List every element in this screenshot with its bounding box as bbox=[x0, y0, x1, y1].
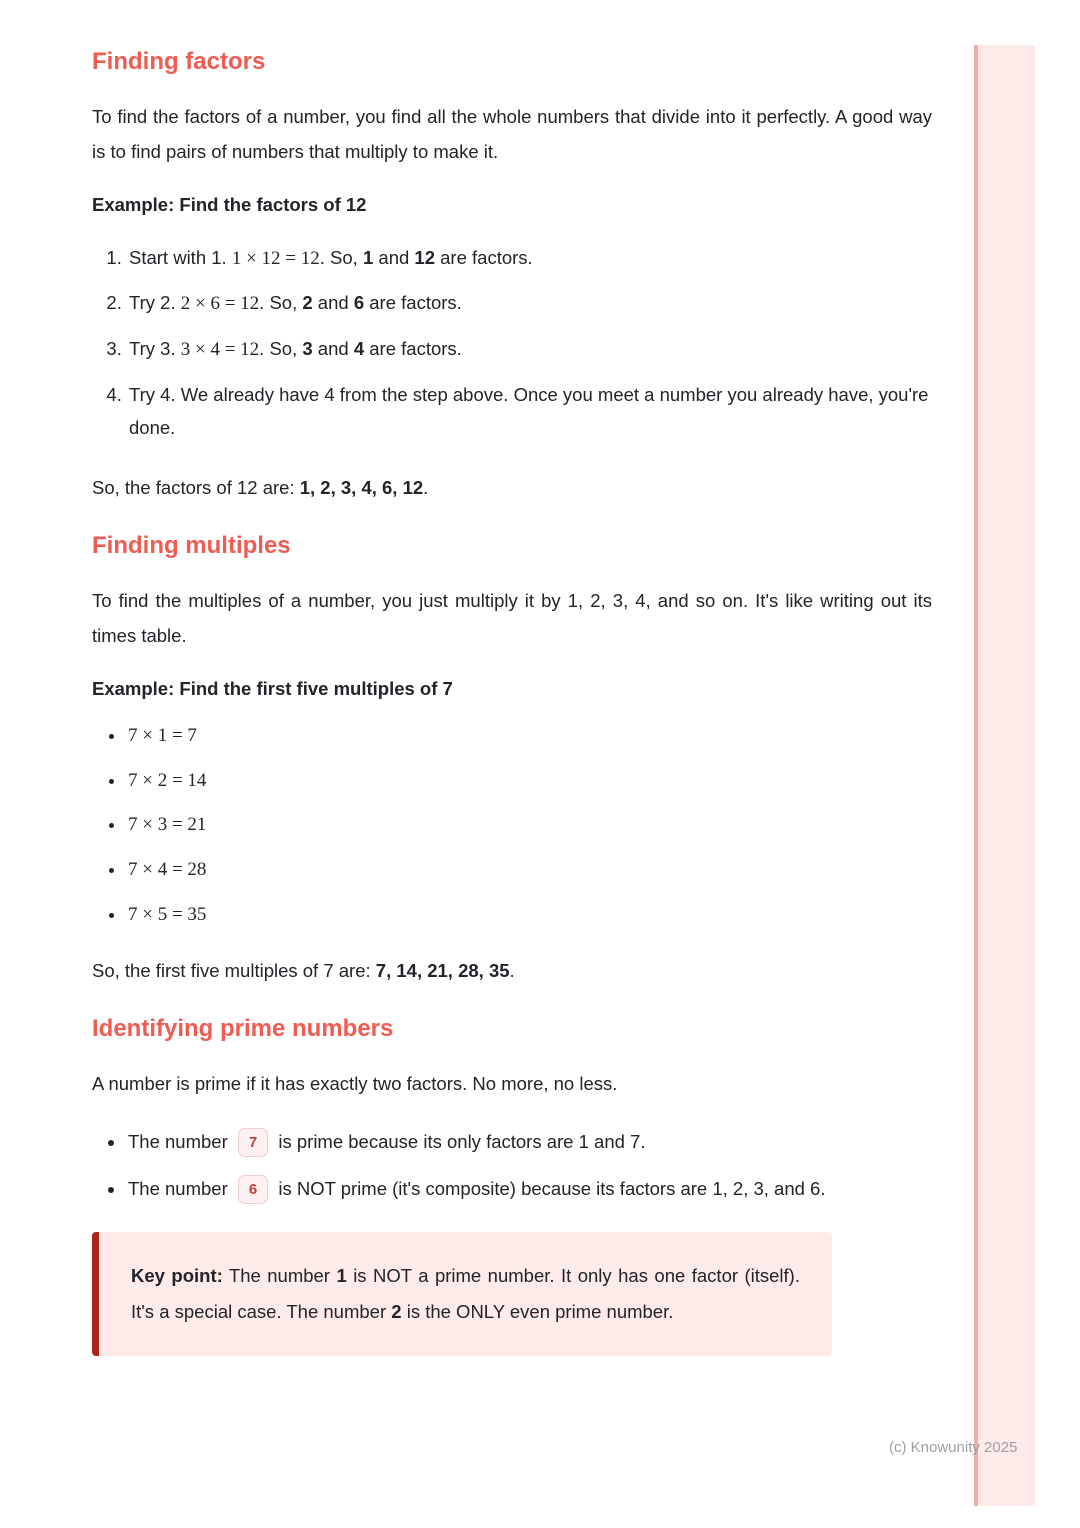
conclusion-text: . bbox=[423, 476, 429, 498]
factors-intro-paragraph: To find the factors of a number, you find all the whole numbers that divide into it perfectly. A good way is to find pairs of numbers that multiply to make it. bbox=[92, 106, 932, 162]
step-text: Start with 1. bbox=[129, 246, 232, 268]
section-heading-identifying-primes: Identifying prime numbers bbox=[92, 1015, 394, 1043]
number-chip: 6 bbox=[238, 1175, 268, 1204]
factor-bold: 3 bbox=[302, 338, 313, 360]
factor-bold: 4 bbox=[353, 338, 365, 360]
key-point-callout bbox=[92, 1232, 832, 1356]
copyright-text: (c) Knowunity 2025 bbox=[889, 1439, 1018, 1456]
bullet-text: The number bbox=[128, 1131, 233, 1153]
step-text: Try 2. bbox=[129, 292, 181, 314]
math-expression: 1 × 12 = 12 bbox=[231, 247, 320, 269]
multiples-example-title: Example: Find the first five multiples of 7 bbox=[92, 677, 453, 699]
list-item bbox=[127, 333, 932, 367]
section-heading-finding-factors: Finding factors bbox=[92, 48, 266, 75]
list-item: • 7 × 2 = 14 bbox=[126, 771, 932, 792]
factors-conclusion bbox=[92, 471, 932, 504]
factor-bold: 12 bbox=[414, 246, 435, 268]
conclusion-text: . bbox=[509, 960, 515, 982]
step-text: Try 3. bbox=[129, 338, 181, 360]
step-text: and bbox=[312, 338, 354, 360]
step-text: Try 4. We already have 4 from the step above. Once you meet a number you already have, you're done. bbox=[129, 383, 929, 438]
step-text: are factors. bbox=[364, 338, 462, 360]
list-item: • 7 × 3 = 21 bbox=[126, 815, 932, 836]
section-identifying-primes bbox=[92, 1015, 932, 1356]
math-expression: 2 × 6 = 12 bbox=[180, 293, 260, 315]
list-item bbox=[127, 287, 932, 321]
callout-bold: 2 bbox=[391, 1301, 402, 1323]
bullet-text: The number bbox=[128, 1178, 233, 1200]
step-text: are factors. bbox=[364, 292, 462, 314]
step-text: and bbox=[312, 292, 354, 314]
conclusion-bold: 1, 2, 3, 4, 6, 12 bbox=[299, 476, 424, 498]
conclusion-bold: 7, 14, 21, 28, 35 bbox=[375, 960, 510, 982]
step-text: are factors. bbox=[435, 246, 533, 268]
list-item bbox=[126, 1173, 932, 1206]
step-text: and bbox=[373, 246, 415, 268]
bullet-text: is NOT prime (it's composite) because its factors are 1, 2, 3, and 6. bbox=[273, 1178, 826, 1200]
math-expression: 3 × 4 = 12 bbox=[180, 339, 260, 361]
callout-text: is the ONLY even prime number. bbox=[401, 1301, 674, 1323]
step-text: . So, bbox=[259, 338, 303, 360]
number-chip: 7 bbox=[238, 1128, 268, 1157]
multiples-intro-paragraph: To find the multiples of a number, you just multiply it by 1, 2, 3, 4, and so on. It's like writing out its times table. bbox=[92, 590, 932, 646]
multiples-list bbox=[106, 726, 932, 926]
factor-bold: 6 bbox=[353, 292, 365, 314]
list-item: • 7 × 4 = 28 bbox=[126, 860, 932, 881]
callout-text: The number bbox=[222, 1265, 337, 1286]
bullet-text: is prime because its only factors are 1 and 7. bbox=[273, 1131, 646, 1153]
factor-bold: 2 bbox=[302, 292, 313, 314]
section-finding-factors bbox=[92, 48, 932, 504]
conclusion-text: So, the factors of 12 are: bbox=[92, 476, 300, 498]
primes-list bbox=[106, 1126, 932, 1206]
conclusion-text: So, the first five multiples of 7 are: bbox=[92, 960, 376, 982]
step-text: . So, bbox=[319, 246, 363, 268]
section-heading-finding-multiples: Finding multiples bbox=[92, 532, 291, 560]
callout-bold: 1 bbox=[336, 1265, 347, 1286]
list-item: • 7 × 1 = 7 bbox=[126, 726, 932, 747]
side-highlight-stripe bbox=[974, 45, 1035, 1506]
section-finding-multiples bbox=[92, 532, 932, 987]
factors-example-title: Example: Find the factors of 12 bbox=[92, 193, 367, 215]
factors-steps-list bbox=[104, 242, 932, 445]
list-item bbox=[126, 1126, 932, 1159]
list-item bbox=[127, 242, 932, 276]
document-content bbox=[92, 48, 932, 1356]
multiples-conclusion bbox=[92, 954, 932, 987]
factor-bold: 1 bbox=[362, 246, 374, 268]
list-item: • 7 × 5 = 35 bbox=[126, 905, 932, 926]
step-text: . So, bbox=[259, 292, 303, 314]
callout-text: is NOT a prime number. It only has one factor (itself). It's a special case. The number bbox=[131, 1265, 800, 1323]
list-item bbox=[127, 379, 932, 445]
primes-intro-paragraph: A number is prime if it has exactly two factors. No more, no less. bbox=[92, 1073, 618, 1095]
key-point-label: Key point: bbox=[131, 1265, 223, 1286]
